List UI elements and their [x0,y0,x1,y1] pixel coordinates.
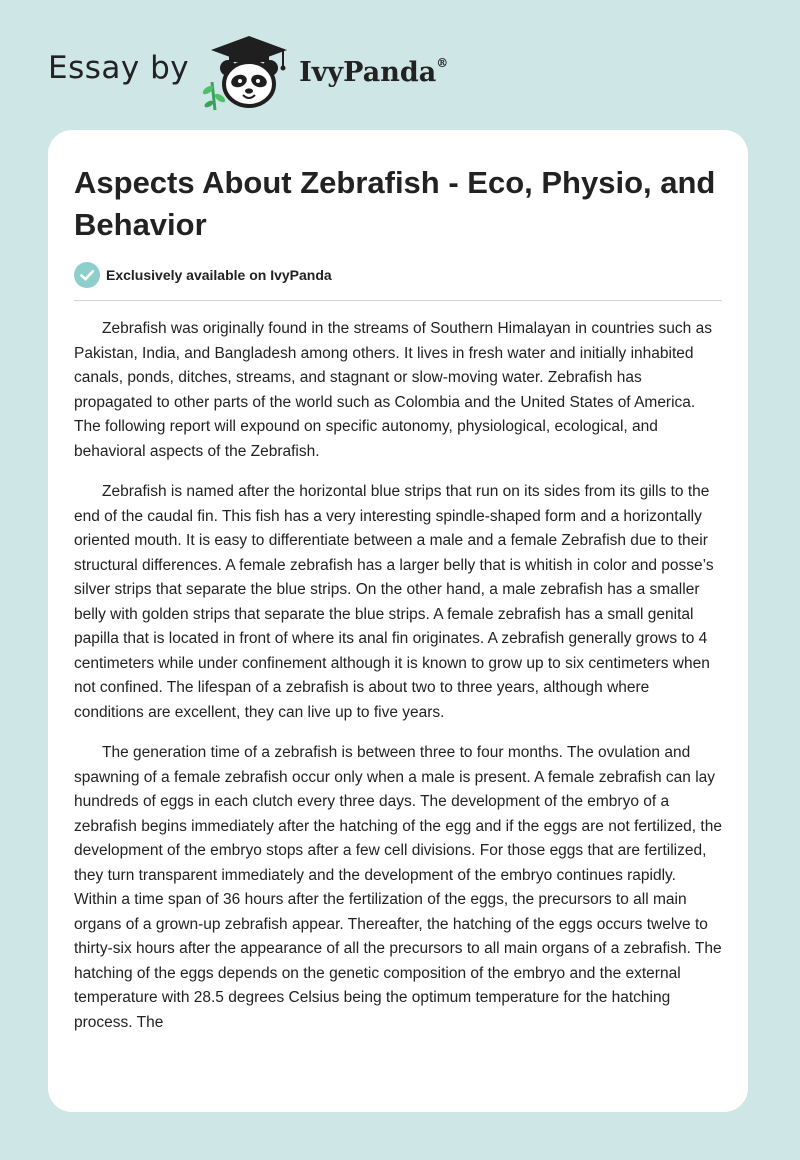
brand-prefix: Essay by [48,50,190,86]
essay-title: Aspects About Zebrafish - Eco, Physio, and Behavior [74,165,716,242]
essay-paragraph: The generation time of a zebrafish is between three to four months. The ovulation and spawning of a female zebrafish occur only when a male is present. A female zebrafish can lay hundreds of eggs in each clutch every three days. The development of the embryo of a zebrafish begins immediately after the hatching of the egg and if the eggs are not fertilized, the development of the embryo stops after a few cell divisions. For those eggs that are fertilized, they turn transparent immediately and the development of the embryo continues rapidly. Within a time span of 36 hours after the fertilization of the eggs, the precursors to all main organs of a grown-up zebrafish appear. Thereafter, the hatching of the eggs occurs twelve to thirty-six hours after the appearance of all the precursors to all main organs of a zebrafish. The hatching of the eggs depends on the genetic composition of the embryo and the external temperature with 28.5 degrees Celsius being the optimum temperature for the hatching process. The [74,744,722,1031]
check-circle-icon [74,262,100,288]
site-header [48,32,448,112]
essay-card [48,130,748,1112]
essay-paragraph: Zebrafish was originally found in the streams of Southern Himalayan in countries such as Pakistan, India, and Bangladesh among others. It lives in fresh water and initially inhabited canals, ponds, ditches, streams, and stagnant or slow-moving water. Zebrafish has propagated to other parts of the world such as Colombia and the United States of America. The following report will expound on specific autonomy, physiological, ecological, and behavioral aspects of the Zebrafish. [74,320,712,460]
essay-body [74,317,722,1035]
brand-name: IvyPanda® [299,55,449,88]
essay-paragraph: Zebrafish is named after the horizontal blue strips that run on its sides from its gills to the end of the caudal fin. This fish has a very interesting spindle-shaped form and a horizontally oriented mouth. It is easy to differentiate between a male and a female Zebrafish due to their structural differences. A female zebrafish has a larger belly that is whitish in color and posse’s silver strips that separate the blue strips. On the other hand, a male zebrafish has a smaller belly with golden strips that separate the blue strips. A female zebrafish has a small genital papilla that is located in front of where its anal fin originates. A zebrafish generally grows to 4 centimeters while under confinement although it is known to grow up to six centimeters when not confined. The lifespan of a zebrafish is about two to three years, although where conditions are excellent, they can live up to five years. [74,483,714,721]
panda-logo-icon[interactable] [201,32,297,112]
exclusive-badge [74,262,722,301]
exclusive-badge-label: Exclusively available on IvyPanda [106,267,332,283]
